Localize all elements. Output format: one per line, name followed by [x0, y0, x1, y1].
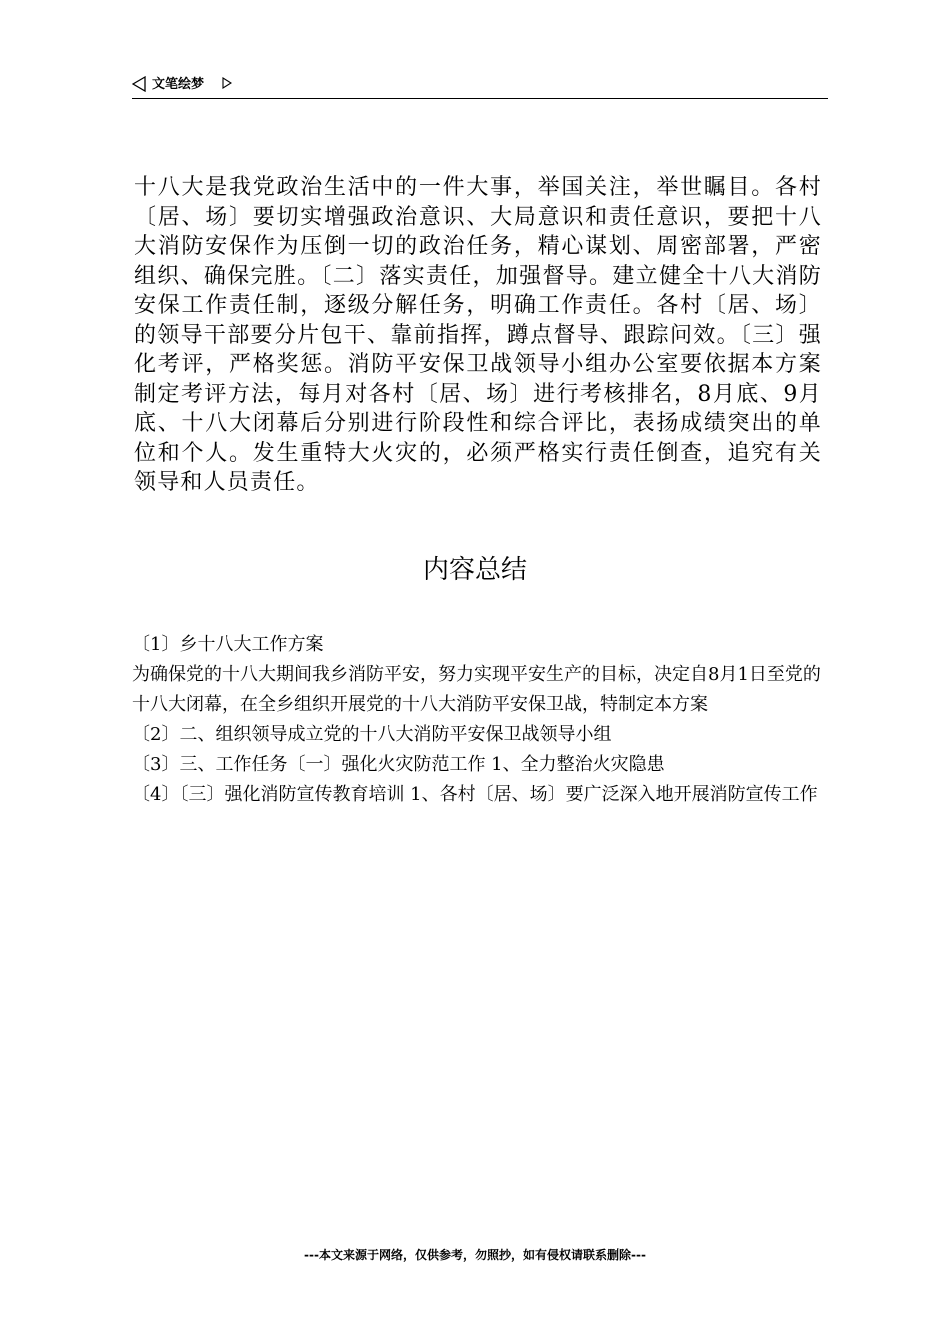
summary-item: 为确保党的十八大期间我乡消防平安，努力实现平安生产的目标，决定自8月1日至党的十八大闭幕，在全乡组织开展党的十八大消防平安保卫战，特制定本方案 — [132, 664, 821, 715]
summary-title: 内容总结 — [422, 555, 527, 585]
summary-item: 〔2〕二、组织领导成立党的十八大消防平安保卫战领导小组 — [132, 724, 612, 745]
summary-item: 〔3〕三、工作任务〔一〕强化火灾防范工作 1、全力整治火灾隐患 — [132, 754, 665, 775]
triangle-right-icon — [222, 77, 232, 89]
summary-list — [132, 630, 824, 810]
header-brand: 文笔绘梦 — [152, 77, 205, 92]
footer-notice: ---本文来源于网络，仅供参考，勿照抄，如有侵权请联系删除--- — [304, 1248, 646, 1262]
triangle-left-icon — [132, 76, 146, 92]
summary-item: 〔4〕〔三〕强化消防宣传教育培训 1、各村〔居、场〕要广泛深入地开展消防宣传工作 — [132, 784, 818, 805]
summary-item: 〔1〕乡十八大工作方案 — [132, 634, 324, 655]
page-header — [132, 70, 828, 99]
body-paragraph: 十八大是我党政治生活中的一件大事，举国关注，举世瞩目。各村〔居、场〕要切实增强政治意识、大局意识和责任意识，要把十八大消防安保作为压倒一切的政治任务，精心谋划、周密部署，严密组织、确保完胜。〔二〕落实责任，加强督导。建立健全十八大消防安保工作责任制，逐级分解任务，明确工作责任。各村〔居、场〕的领导干部要分片包干、靠前指挥，蹲点督导、跟踪问效。〔三〕强化考评，严格奖惩。消防平安保卫战领导小组办公室要依据本方案制定考评方法，每月对各村〔居、场〕进行考核排名，8月底、9月底、十八大闭幕后分别进行阶段性和综合评比，表扬成绩突出的单位和个人。发生重特大火灾的，必须严格实行责任倒查，追究有关领导和人员责任。 — [134, 175, 822, 495]
